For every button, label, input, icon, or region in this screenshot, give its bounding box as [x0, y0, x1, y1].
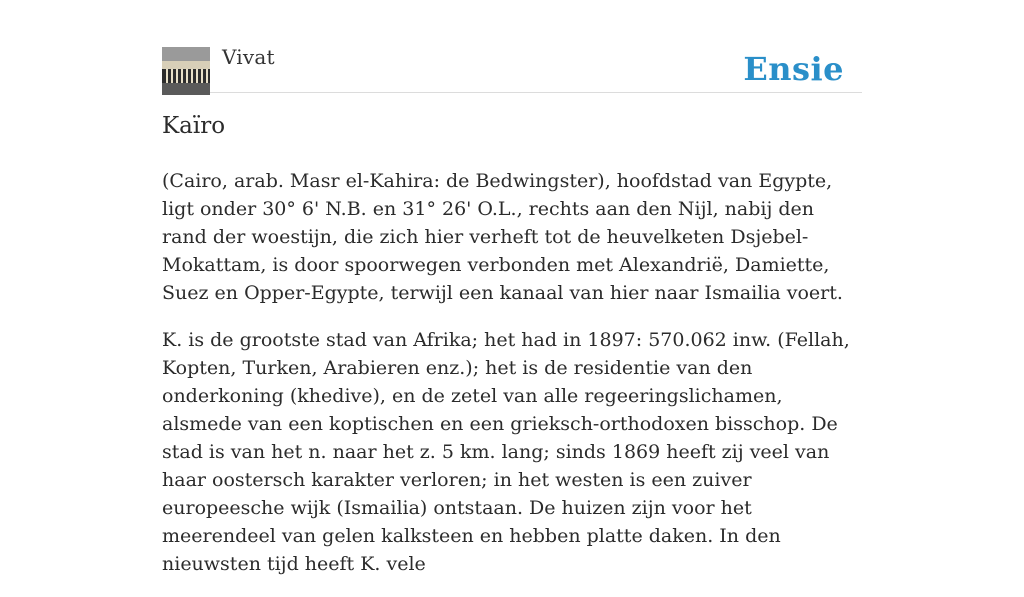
article-title: Kaïro [162, 113, 226, 139]
article-body [162, 167, 862, 597]
paragraph: K. is de grootste stad van Afrika; het had in 1897: 570.062 inw. (Fellah, Kopten, Turken, Arabieren enz.); het is de residentie van den onderkoning (khedive), en de zetel van alle regeeringslichamen, alsmede van een koptischen en een grieksch-orthodoxen bisschop. De stad is van het n. naar het z. 5 km. lang; sinds 1869 heeft zij veel van haar oostersch karakter verloren; in het westen is een zuiver europeesche wijk (Ismailia) ontstaan. De huizen zijn voor het meerendeel van gelen kalksteen en hebben platte daken. In den nieuwsten tijd heeft K. vele [162, 329, 850, 575]
avatar[interactable] [162, 47, 210, 95]
article-page [162, 0, 862, 575]
site-logo[interactable]: Ensie [743, 50, 844, 88]
paragraph: (Cairo, arab. Masr el-Kahira: de Bedwingster), hoofdstad van Egypte, ligt onder 30° 6' N.B. en 31° 26' O.L., rechts aan den Nijl, nabij den rand der woestijn, die zich hier verheft tot de heuvelketen Dsjebel-Mokattam, is door spoorwegen verbonden met Alexandrië, Damiette, Suez en Opper-Egypte, terwijl een kanaal van hier naar Ismailia voert. [162, 170, 843, 304]
avatar-image [162, 47, 210, 95]
author-name[interactable]: Vivat [222, 45, 275, 69]
page-header [162, 0, 862, 93]
